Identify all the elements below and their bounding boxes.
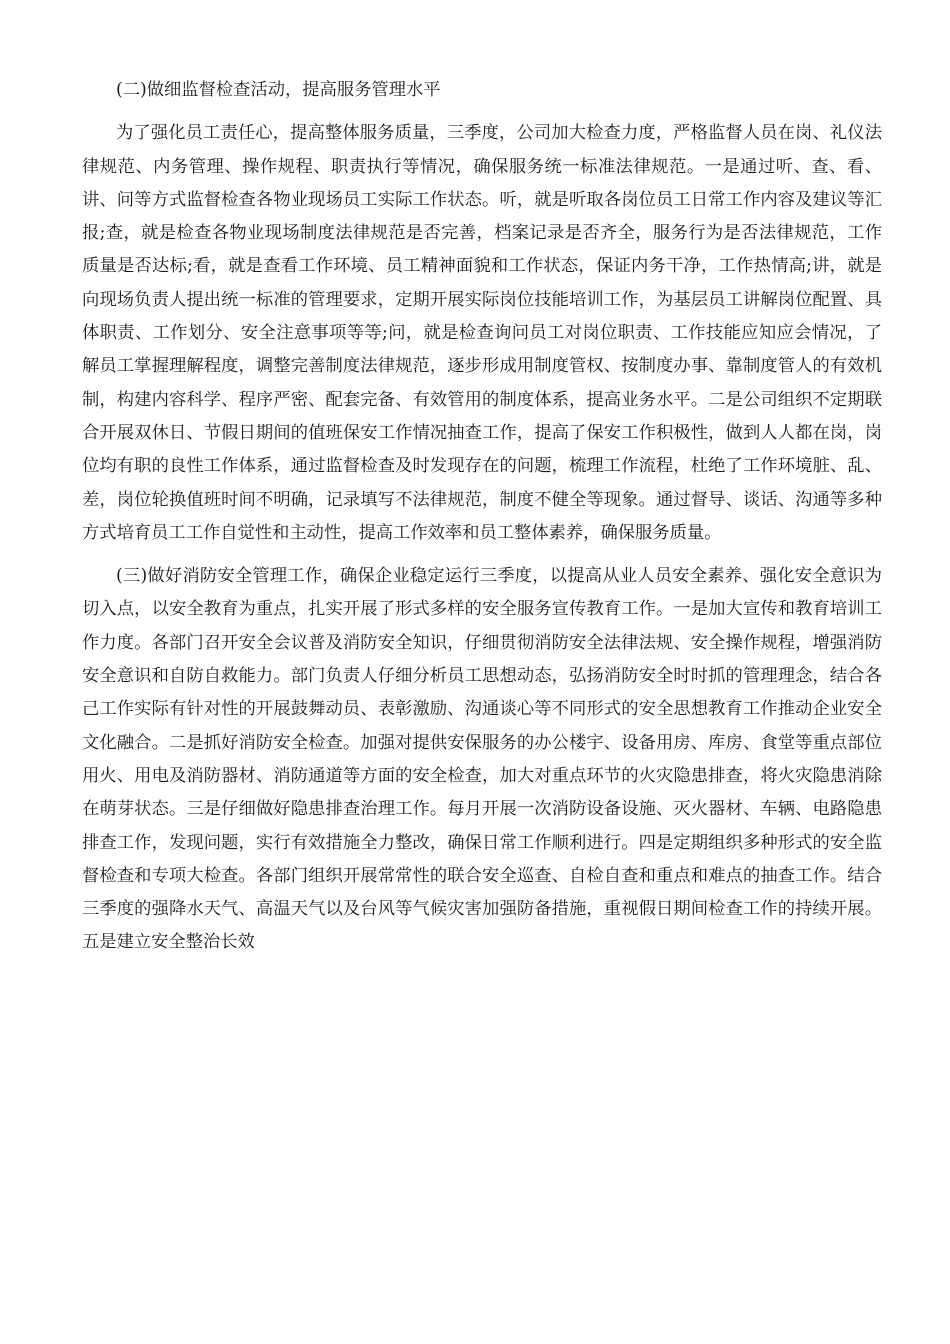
- section-heading-2: (二)做细监督检查活动，提高服务管理水平: [116, 80, 441, 100]
- document-body: [82, 74, 882, 960]
- paragraph-supervision: 为了强化员工责任心，提高整体服务质量，三季度，公司加大检查力度，严格监督人员在岗、礼仪法律规范、内务管理、操作规程、职责执行等情况，确保服务统一标准法律规范。一是通过听、查、看、讲、问等方式监督检查各物业现场员工实际工作状态。听，就是听取各岗位员工日常工作内容及建议等汇报;查，就是检查各物业现场制度法律规范是否完善，档案记录是否齐全，服务行为是否法律规范，工作质量是否达标;看，就是查看工作环境、员工精神面貌和工作状态，保证内务干净，工作热情高;讲，就是向现场负责人提出统一标准的管理要求，定期开展实际岗位技能培训工作，为基层员工讲解岗位配置、具体职责、工作划分、安全注意事项等等;问，就是检查询问员工对岗位职责、工作技能应知应会情况，了解员工掌握理解程度，调整完善制度法律规范，逐步形成用制度管权、按制度办事、靠制度管人的有效机制，构建内容科学、程序严密、配套完备、有效管用的制度体系，提高业务水平。二是公司组织不定期联合开展双休日、节假日期间的值班保安工作情况抽查工作，提高了保安工作积极性，做到人人都在岗，岗位均有职的良性工作体系，通过监督检查及时发现存在的问题，梳理工作流程，杜绝了工作环境脏、乱、差，岗位轮换值班时间不明确，记录填写不法律规范，制度不健全等现象。通过督导、谈话、沟通等多种方式培育员工工作自觉性和主动性，提高工作效率和员工整体素养，确保服务质量。: [82, 123, 882, 543]
- paragraph-fire-safety: (三)做好消防安全管理工作，确保企业稳定运行三季度，以提高从业人员安全素养、强化安全意识为切入点，以安全教育为重点，扎实开展了形式多样的安全服务宣传教育工作。一是加大宣传和教育培训工作力度。各部门召开安全会议普及消防安全知识，仔细贯彻消防安全法律法规、安全操作规程，增强消防安全意识和自防自救能力。部门负责人仔细分析员工思想动态，弘扬消防安全时时抓的管理理念，结合各己工作实际有针对性的开展鼓舞动员、表彰激励、沟通谈心等不同形式的安全思想教育工作推动企业安全文化融合。二是抓好消防安全检查。加强对提供安保服务的办公楼宇、设备用房、库房、食堂等重点部位用火、用电及消防器材、消防通道等方面的安全检查，加大对重点环节的火灾隐患排查，将火灾隐患消除在萌芽状态。三是仔细做好隐患排查治理工作。每月开展一次消防设备设施、灭火器材、车辆、电路隐患排查工作，发现问题，实行有效措施全力整改，确保日常工作顺利进行。四是定期组织多种形式的安全监督检查和专项大检查。各部门组织开展常常性的联合安全巡查、自检自查和重点和难点的抽查工作。结合三季度的强降水天气、高温天气以及台风等气候灾害加强防备措施，重视假日期间检查工作的持续开展。五是建立安全整治长效: [82, 566, 882, 953]
